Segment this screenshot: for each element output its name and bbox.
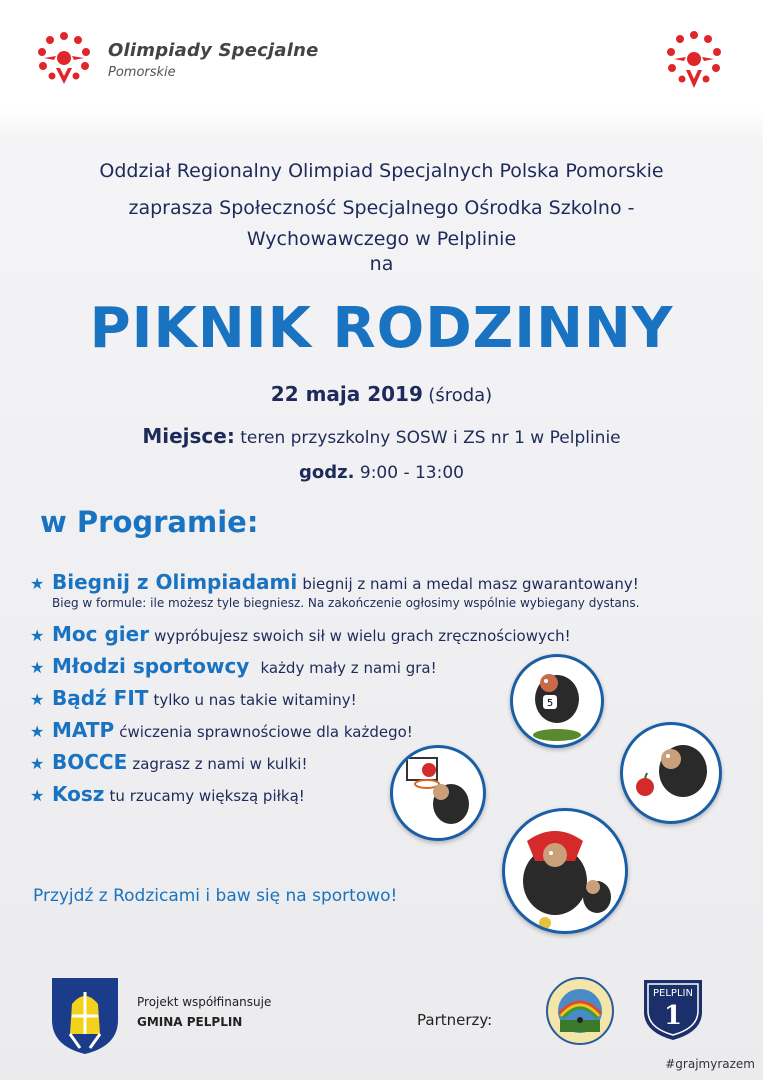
pelplin-school-badge [640, 976, 706, 1042]
program-item-desc: wypróbujesz swoich sił w wielu grach zręcznościowych! [154, 627, 571, 645]
program-item-name: Kosz [52, 782, 105, 806]
special-olympics-logo-icon [30, 28, 98, 88]
event-date [0, 382, 763, 406]
star-icon: ★ [30, 786, 45, 805]
hashtag: #grajmyrazem [665, 1057, 755, 1071]
list-item [30, 622, 730, 654]
project-funding-text [137, 992, 271, 1032]
program-item-desc: tylko u nas takie witaminy! [153, 691, 357, 709]
program-item-note: Bieg w formule: ile możesz tyle biegniesz. Na zakończenie ogłosimy wspólnie wybiegany dystans. [52, 596, 640, 610]
project-line-2: GMINA PELPLIN [137, 1015, 243, 1029]
date-weekday: (środa) [428, 385, 493, 406]
pelplin-badge-number: 1 [663, 1001, 683, 1031]
special-olympics-logo-icon [660, 26, 728, 92]
program-heading: w Programie: [40, 505, 259, 539]
intro-line-4: na [369, 253, 394, 275]
list-item [30, 654, 730, 686]
program-item-name: Młodzi sportowcy [52, 654, 250, 678]
star-icon: ★ [30, 754, 45, 773]
intro-line-1: Oddział Regionalny Olimpiad Specjalnych Polska Pomorskie [99, 160, 664, 182]
pelplin-badge-text: PELPLIN [653, 988, 693, 999]
program-item-name: BOCCE [52, 750, 128, 774]
intro-line-3: Wychowawczego w Pelplinie [246, 228, 517, 250]
list-item [30, 686, 730, 718]
call-to-action: Przyjdź z Rodzicami i baw się na sportowo! [33, 886, 398, 906]
special-olympics-logo-right [660, 26, 728, 92]
place-value: teren przyszkolny SOSW i ZS nr 1 w Pelplinie [240, 428, 621, 448]
star-icon: ★ [30, 574, 45, 593]
program-item-desc: biegnij z nami a medal masz gwarantowany! [302, 575, 639, 593]
star-icon: ★ [30, 722, 45, 741]
date-value: 22 maja 2019 [270, 382, 423, 406]
program-item-desc: tu rzucamy większą piłką! [109, 787, 305, 805]
event-place [0, 424, 763, 448]
place-label: Miejsce: [142, 424, 235, 448]
program-item-name: Bądź FIT [52, 686, 149, 710]
program-item-name: Moc gier [52, 622, 150, 646]
org-logo-text [108, 40, 319, 80]
time-label: godz. [299, 462, 355, 483]
hedgehog-basketball-illustration [390, 745, 486, 841]
project-line-1: Projekt współfinansuje [137, 995, 272, 1009]
event-time [0, 462, 763, 483]
org-region: Pomorskie [108, 65, 176, 80]
program-item-name: Biegnij z Olimpiadami [52, 570, 298, 594]
list-item [30, 718, 730, 750]
sosw-pelplin-partner-logo-icon [545, 976, 615, 1046]
hedgehog-runner-illustration [510, 654, 604, 748]
list-item [30, 570, 730, 622]
intro-text [0, 156, 763, 280]
program-item-name: MATP [52, 718, 115, 742]
org-name: Olimpiady Specjalne [108, 40, 319, 61]
program-item-desc: każdy mały z nami gra! [260, 659, 437, 677]
program-item-desc: zagrasz z nami w kulki! [132, 755, 308, 773]
star-icon: ★ [30, 658, 45, 677]
time-value: 9:00 - 13:00 [359, 463, 464, 483]
gmina-pelplin-coat-of-arms-icon [50, 976, 120, 1056]
intro-line-2: zaprasza Społeczność Specjalnego Ośrodka Szkolno - [128, 197, 635, 219]
hedgehog-family-illustration [502, 808, 628, 934]
svg-text:5: 5 [546, 698, 554, 709]
star-icon: ★ [30, 626, 45, 645]
program-item-desc: ćwiczenia sprawnościowe dla każdego! [119, 723, 413, 741]
hedgehog-apple-illustration [620, 722, 722, 824]
special-olympics-logo-left [30, 28, 98, 88]
partners-label: Partnerzy: [417, 1011, 493, 1029]
event-title: PIKNIK RODZINNY [89, 296, 674, 361]
star-icon: ★ [30, 690, 45, 709]
